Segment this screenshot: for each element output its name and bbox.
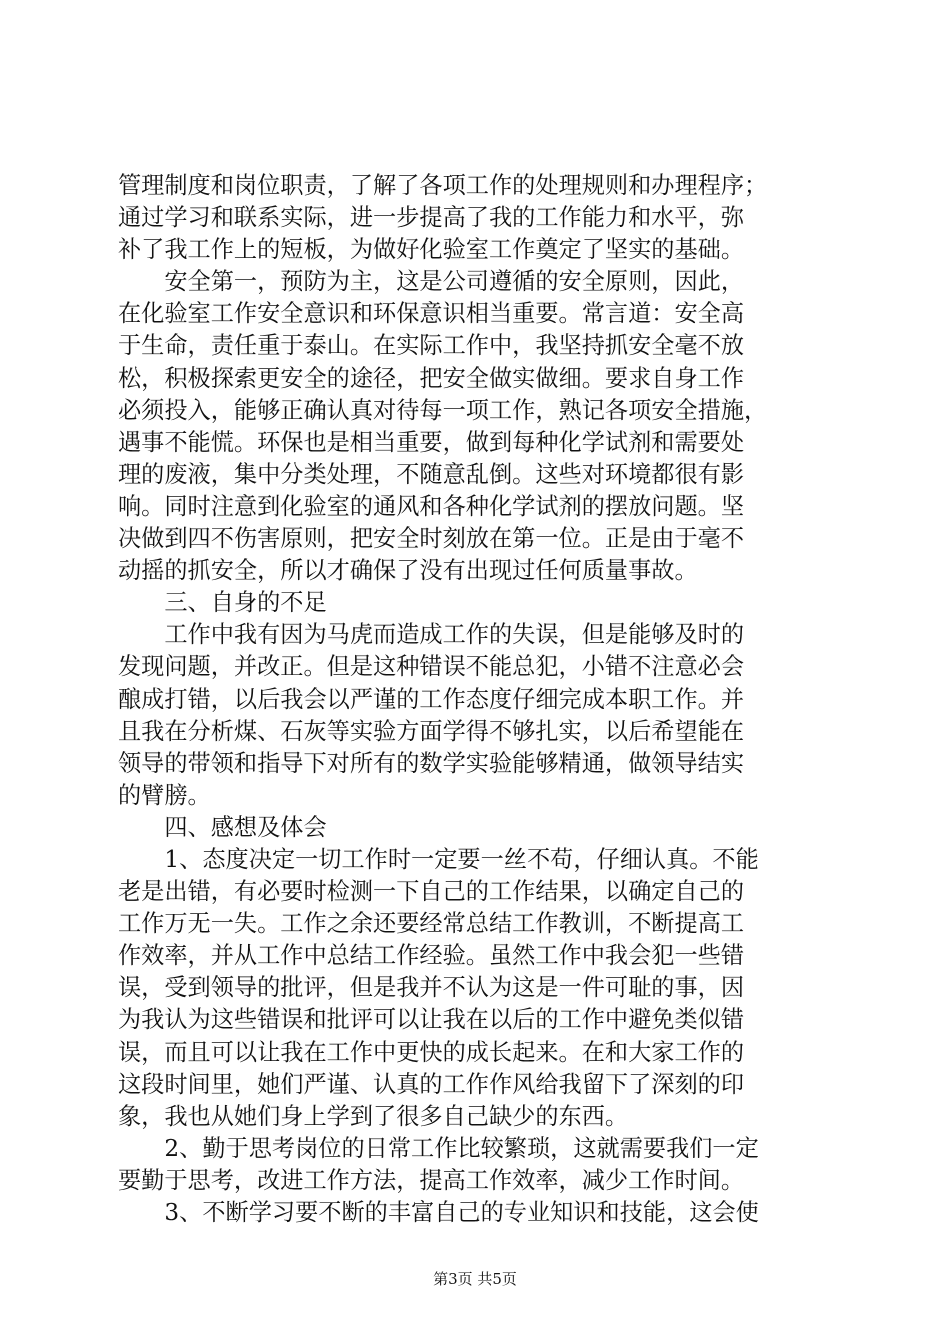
text-line: 响。同时注意到化验室的通风和各种化学试剂的摆放问题。坚 — [118, 492, 745, 520]
text-line: 的臂膀。 — [118, 781, 211, 809]
text-line: 为我认为这些错误和批评可以让我在以后的工作中避免类似错 — [118, 1006, 745, 1034]
text-line: 象，我也从她们身上学到了很多自己缺少的东西。 — [118, 1102, 629, 1130]
text-line: 作效率，并从工作中总结工作经验。虽然工作中我会犯一些错 — [118, 942, 745, 970]
text-line: 要勤于思考，改进工作方法，提高工作效率，减少工作时间。 — [118, 1166, 745, 1194]
section-heading: 三、自身的不足 — [118, 589, 327, 617]
text-line: 管理制度和岗位职责，了解了各项工作的处理规则和办理程序； — [118, 172, 768, 199]
text-line: 误，而且可以让我在工作中更快的成长起来。在和大家工作的 — [118, 1038, 745, 1066]
document-body — [118, 170, 838, 1229]
text-line: 于生命，责任重于泰山。在实际工作中，我坚持抓安全毫不放 — [118, 332, 745, 360]
text-line: 酿成打错，以后我会以严谨的工作态度仔细完成本职工作。并 — [118, 685, 745, 713]
text-line: 通过学习和联系实际，进一步提高了我的工作能力和水平，弥 — [118, 204, 745, 232]
text-line: 安全第一，预防为主，这是公司遵循的安全原则，因此， — [118, 268, 745, 296]
text-line: 理的废液，集中分类处理，不随意乱倒。这些对环境都很有影 — [118, 460, 745, 488]
text-line: 工作中我有因为马虎而造成工作的失误，但是能够及时的 — [118, 621, 745, 649]
text-line: 1、态度决定一切工作时一定要一丝不苟，仔细认真。不能 — [118, 845, 759, 873]
text-line: 发现问题，并改正。但是这种错误不能总犯，小错不注意必会 — [118, 653, 745, 681]
text-line: 遇事不能慌。环保也是相当重要，做到每种化学试剂和需要处 — [118, 428, 745, 456]
text-line: 老是出错，有必要时检测一下自己的工作结果，以确定自己的 — [118, 878, 745, 906]
text-line: 且我在分析煤、石灰等实验方面学得不够扎实，以后希望能在 — [118, 717, 745, 745]
text-line: 工作万无一失。工作之余还要经常总结工作教训，不断提高工 — [118, 910, 745, 938]
text-line: 决做到四不伤害原则，把安全时刻放在第一位。正是由于毫不 — [118, 525, 745, 553]
text-line: 误，受到领导的批评，但是我并不认为这是一件可耻的事，因 — [118, 974, 745, 1002]
page-number-footer: 第3页 共5页 — [433, 1270, 517, 1288]
text-line: 在化验室工作安全意识和环保意识相当重要。常言道：安全高 — [118, 300, 745, 328]
text-line: 2、勤于思考岗位的日常工作比较繁琐，这就需要我们一定 — [118, 1134, 759, 1162]
text-line: 领导的带领和指导下对所有的数学实验能够精通，做领导结实 — [118, 749, 745, 777]
text-line: 松，积极探索更安全的途径，把安全做实做细。要求自身工作 — [118, 364, 745, 392]
section-heading: 四、感想及体会 — [118, 813, 327, 841]
text-line: 这段时间里，她们严谨、认真的工作作风给我留下了深刻的印 — [118, 1070, 745, 1098]
text-line: 补了我工作上的短板，为做好化验室工作奠定了坚实的基础。 — [118, 236, 745, 264]
text-line: 必须投入，能够正确认真对待每一项工作，熟记各项安全措施， — [118, 396, 768, 424]
text-line: 3、不断学习要不断的丰富自己的专业知识和技能，这会使 — [118, 1199, 759, 1226]
text-line: 动摇的抓安全，所以才确保了没有出现过任何质量事故。 — [118, 557, 698, 585]
